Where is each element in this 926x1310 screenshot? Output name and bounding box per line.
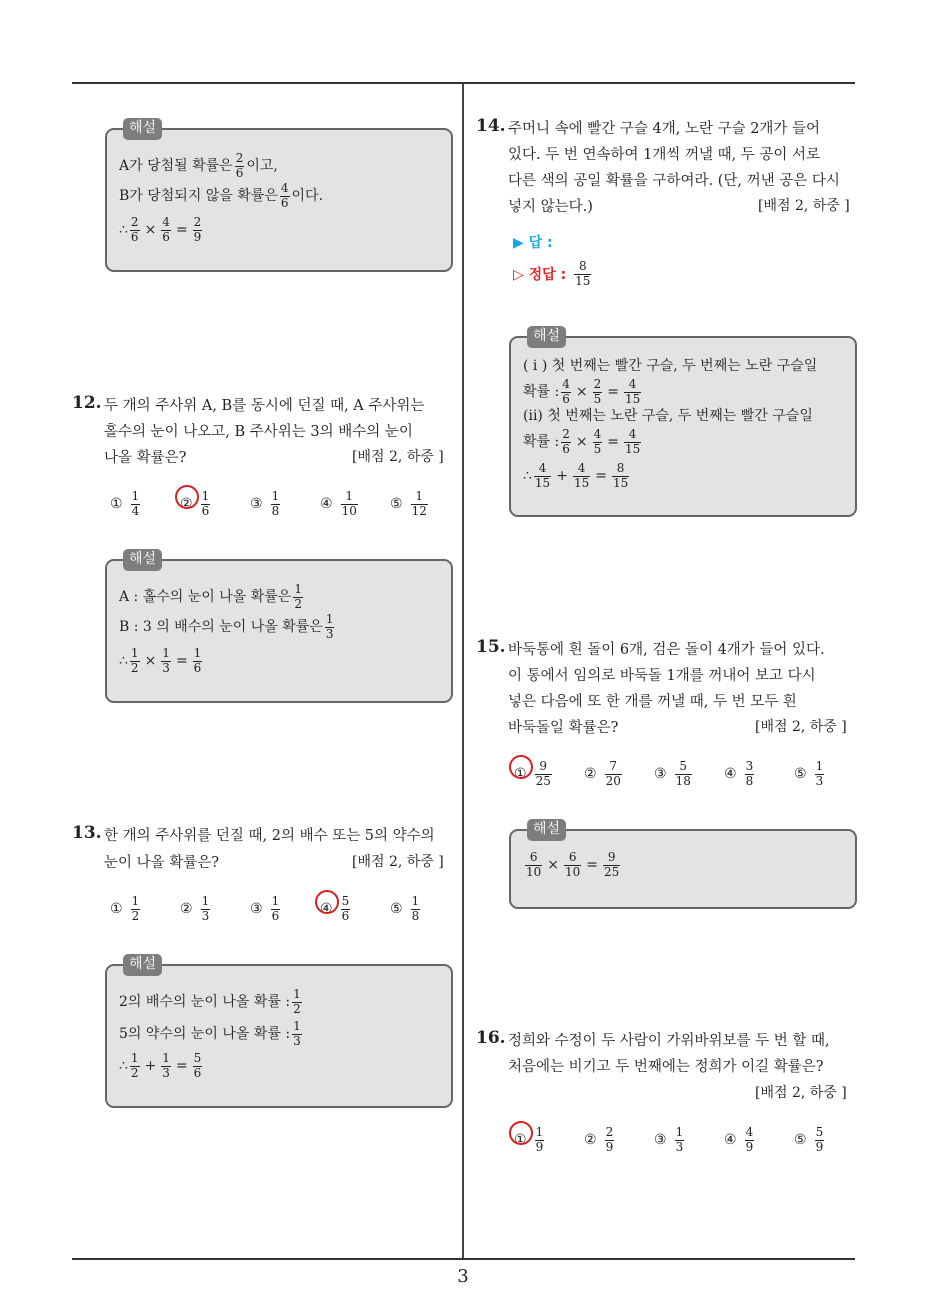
- choice-1[interactable]: ① $\frac{9}{25}$: [514, 760, 554, 789]
- solution-label: 해설: [123, 118, 162, 140]
- choice-2[interactable]: ② $\frac{1}{6}$: [180, 490, 212, 519]
- solution-line: A가 당첨될 확률은 $\frac{2}{6}$ 이고,: [119, 151, 278, 180]
- choice-3[interactable]: ③ $\frac{1}{3}$: [654, 1125, 684, 1154]
- solution-label: 해설: [123, 954, 162, 976]
- question-text: 정희와 수정이 두 사람이 가위바위보를 두 번 할 때,: [508, 1033, 830, 1049]
- choice-3[interactable]: ③ $\frac{1}{6}$: [250, 894, 280, 923]
- selected-answer-circle: [509, 755, 533, 779]
- selected-answer-circle: [175, 485, 199, 509]
- question-text: 넣지 않는다.): [508, 199, 593, 215]
- solution-label: 해설: [527, 326, 566, 348]
- solution-label: 해설: [123, 549, 162, 571]
- question-text: 이 통에서 임의로 바둑돌 1개를 꺼내어 보고 다시: [508, 668, 816, 684]
- question-text: 바둑통에 흰 돌이 6개, 검은 돌이 4개가 들어 있다.: [508, 642, 825, 658]
- solution-equation: ∴ $\frac{1}{2}$ × $\frac{1}{3}$ = $\frac{1}{6}$: [119, 646, 202, 675]
- choice-5[interactable]: ⑤ $\frac{1}{3}$: [794, 759, 824, 788]
- question-text: 넣은 다음에 또 한 개를 꺼낼 때, 두 번 모두 흰: [508, 694, 797, 710]
- choice-1[interactable]: ① $\frac{1}{4}$: [110, 489, 140, 518]
- choice-4[interactable]: ④ $\frac{3}{8}$: [724, 759, 754, 788]
- question-number: 16.: [476, 1028, 506, 1048]
- choice-1[interactable]: ① $\frac{1}{9}$: [514, 1126, 546, 1155]
- question-text: 나올 확률은?: [104, 450, 187, 466]
- question-text: 있다. 두 번 연속하여 1개씩 꺼낼 때, 두 공이 서로: [508, 147, 821, 163]
- choice-4[interactable]: ④ $\frac{1}{10}$: [320, 489, 357, 518]
- solution-line: B : 3 의 배수의 눈이 나올 확률은 $\frac{1}{3}$: [119, 612, 334, 641]
- choice-1[interactable]: ① $\frac{1}{2}$: [110, 894, 140, 923]
- selected-answer-circle: [315, 890, 339, 914]
- fraction: $\frac{4}{6}$: [280, 181, 289, 210]
- choice-5[interactable]: ⑤ $\frac{1}{8}$: [390, 894, 420, 923]
- solution-equation: ∴ $\frac{2}{6}$ × $\frac{4}{6}$ = $\frac{2}{9}$: [119, 215, 202, 244]
- question-text: 다른 색의 공일 확률을 구하여라. (단, 꺼낸 공은 다시: [508, 173, 840, 189]
- question-text: 주머니 속에 빨간 구슬 4개, 노란 구슬 2개가 들어: [508, 121, 821, 137]
- points-label: [배점 2, 하중 ]: [352, 449, 444, 465]
- solution-box-q12: [105, 551, 453, 703]
- solution-box-q15: [509, 821, 857, 909]
- points-label: [배점 2, 하중 ]: [755, 1085, 847, 1101]
- choice-2[interactable]: ② $\frac{1}{3}$: [180, 894, 210, 923]
- solution-line: (ii) 첫 번째는 노란 구슬, 두 번째는 빨간 구슬일: [523, 408, 813, 424]
- solution-line: ( i ) 첫 번째는 빨간 구슬, 두 번째는 노란 구슬일: [523, 358, 818, 374]
- question-text: 처음에는 비기고 두 번째에는 정희가 이길 확률은?: [508, 1059, 824, 1075]
- column-divider: [462, 84, 464, 1258]
- solution-box-q11: [105, 120, 453, 272]
- question-text: 홀수의 눈이 나오고, B 주사위는 3의 배수의 눈이: [104, 424, 413, 440]
- choice-3[interactable]: ③ $\frac{1}{8}$: [250, 489, 280, 518]
- choice-5[interactable]: ⑤ $\frac{1}{12}$: [390, 489, 427, 518]
- solution-box-q14: [509, 328, 857, 517]
- solution-label: 해설: [527, 819, 566, 841]
- solution-line: A : 홀수의 눈이 나올 확률은 $\frac{1}{2}$: [119, 582, 302, 611]
- question-number: 15.: [476, 637, 506, 657]
- answer-field[interactable]: ▶ 답 :: [513, 235, 553, 251]
- question-text: 두 개의 주사위 A, B를 동시에 던질 때, A 주사위는: [104, 398, 425, 414]
- solution-line: 2의 배수의 눈이 나올 확률 : $\frac{1}{2}$: [119, 987, 301, 1016]
- question-number: 14.: [476, 116, 506, 136]
- fraction: $\frac{2}{6}$: [235, 151, 244, 180]
- question-text: 바둑돌일 확률은?: [508, 720, 619, 736]
- question-number: 12.: [72, 393, 102, 413]
- choice-2[interactable]: ② $\frac{2}{9}$: [584, 1125, 614, 1154]
- question-text: 눈이 나올 확률은?: [104, 855, 220, 871]
- points-label: [배점 2, 하중 ]: [352, 854, 444, 870]
- solution-equation: $\frac{6}{10}$ × $\frac{6}{10}$ = $\frac{9}{25}$: [526, 850, 620, 879]
- solution-equation: ∴ $\frac{1}{2}$ + $\frac{1}{3}$ = $\frac{5}{6}$: [119, 1051, 202, 1080]
- choice-3[interactable]: ③ $\frac{5}{18}$: [654, 759, 691, 788]
- solution-equation: 확률 : $\frac{4}{6}$ × $\frac{2}{5}$ = $\frac{4}{15}$: [523, 377, 641, 406]
- solution-box-q13: [105, 956, 453, 1108]
- choice-5[interactable]: ⑤ $\frac{5}{9}$: [794, 1125, 824, 1154]
- points-label: [배점 2, 하중 ]: [758, 198, 850, 214]
- selected-answer-circle: [509, 1121, 533, 1145]
- points-label: [배점 2, 하중 ]: [755, 719, 847, 735]
- choice-2[interactable]: ② $\frac{7}{20}$: [584, 759, 621, 788]
- choice-4[interactable]: ④ $\frac{4}{9}$: [724, 1125, 754, 1154]
- choice-4[interactable]: ④ $\frac{5}{6}$: [320, 895, 352, 924]
- solution-line: B가 당첨되지 않을 확률은 $\frac{4}{6}$ 이다.: [119, 181, 324, 210]
- page-number: 3: [457, 1266, 469, 1287]
- correct-answer: ▷ 정답 : $\frac{8}{15}$: [513, 259, 591, 288]
- solution-line: 5의 약수의 눈이 나올 확률 : $\frac{1}{3}$: [119, 1019, 301, 1048]
- solution-equation: 확률 : $\frac{2}{6}$ × $\frac{4}{5}$ = $\frac{4}{15}$: [523, 427, 641, 456]
- bottom-rule: [72, 1258, 855, 1260]
- solution-equation: ∴ $\frac{4}{15}$ + $\frac{4}{15}$ = $\frac{8}{15}$: [523, 461, 629, 490]
- question-number: 13.: [72, 823, 102, 843]
- question-text: 한 개의 주사위를 던질 때, 2의 배수 또는 5의 약수의: [104, 828, 435, 844]
